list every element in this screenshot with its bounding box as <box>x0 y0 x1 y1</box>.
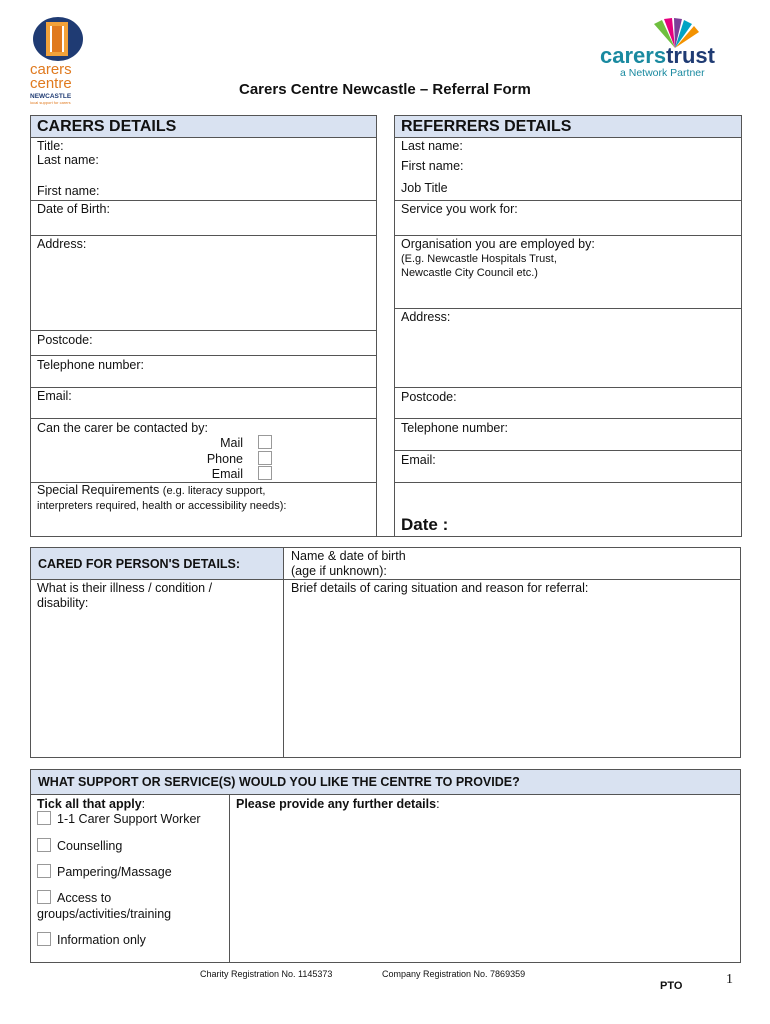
contact-option-mail: Mail <box>220 436 243 450</box>
caring-situation-field[interactable]: Brief details of caring situation and reason for referral: <box>291 581 589 595</box>
option-information-label: Information only <box>57 933 146 947</box>
carer-last-name-field[interactable]: Last name: <box>37 153 99 167</box>
special-requirements-label[interactable] <box>37 483 266 498</box>
carers-centre-emblem <box>32 16 84 62</box>
logo-line-carers: carers <box>30 61 72 78</box>
contact-option-phone: Phone <box>206 452 243 466</box>
page-number: 1 <box>726 972 733 987</box>
logo-line-centre: centre <box>30 75 72 92</box>
option-access-groups-label-line2: groups/activities/training <box>37 907 172 921</box>
contact-phone-checkbox[interactable] <box>258 451 272 465</box>
referrer-job-title-field[interactable]: Job Title <box>401 181 448 195</box>
special-requirements-title: Special Requirements <box>37 483 160 497</box>
carers-trust-name-part1: carers <box>600 43 667 68</box>
tick-all-label <box>37 797 145 812</box>
contact-option-email: Email <box>211 467 243 481</box>
pto-label: PTO <box>660 980 683 992</box>
option-1to1-checkbox[interactable] <box>37 811 51 825</box>
carer-title-field[interactable]: Title: <box>37 139 64 153</box>
option-access-groups-label: Access to <box>57 891 112 905</box>
carers-trust-logo <box>598 18 743 82</box>
date-field[interactable]: Date : <box>401 515 449 534</box>
further-details-label-text: Please provide any further details <box>236 797 437 811</box>
carers-trust-name-part2: trust <box>666 43 715 68</box>
logo-line-newcastle: NEWCASTLE <box>30 93 72 100</box>
option-pampering-label: Pampering/Massage <box>57 865 172 879</box>
carer-telephone-field[interactable]: Telephone number: <box>37 358 145 372</box>
carer-email-field[interactable]: Email: <box>37 389 72 403</box>
carers-details-heading: CARERS DETAILS <box>37 118 177 135</box>
referrers-details-heading: REFERRERS DETAILS <box>401 118 572 135</box>
further-details-colon: : <box>436 797 440 811</box>
cared-for-name-dob-field[interactable]: Name & date of birth <box>291 549 406 563</box>
page-title: Carers Centre Newcastle – Referral Form <box>239 81 531 98</box>
referrer-email-field[interactable]: Email: <box>401 453 436 467</box>
carers-centre-logo <box>30 16 90 106</box>
carer-dob-field[interactable]: Date of Birth: <box>37 202 110 216</box>
referrer-last-name-field[interactable]: Last name: <box>401 139 463 153</box>
referrer-address-field[interactable]: Address: <box>401 310 451 324</box>
special-requirements-note: (e.g. literacy support, <box>162 485 266 497</box>
referrer-postcode-field[interactable]: Postcode: <box>401 390 457 404</box>
referrer-service-field[interactable]: Service you work for: <box>401 202 518 216</box>
company-registration: Company Registration No. 7869359 <box>382 969 526 979</box>
referrer-organisation-example1: (E.g. Newcastle Hospitals Trust, <box>401 253 557 265</box>
carer-postcode-field[interactable]: Postcode: <box>37 333 93 347</box>
option-counselling-label: Counselling <box>57 839 123 853</box>
referrer-organisation-field[interactable]: Organisation you are employed by: <box>401 237 595 251</box>
carers-trust-name <box>600 44 715 68</box>
carers-trust-tag: a Network Partner <box>620 67 705 79</box>
referrer-organisation-example2: Newcastle City Council etc.) <box>401 267 538 279</box>
charity-registration: Charity Registration No. 1145373 <box>200 969 333 979</box>
tick-all-label-text: Tick all that apply <box>37 797 142 811</box>
special-requirements-note-line2: interpreters required, health or accessibility needs): <box>37 500 287 512</box>
support-heading: WHAT SUPPORT OR SERVICE(S) WOULD YOU LIKE THE CENTRE TO PROVIDE? <box>38 775 520 789</box>
carer-address-field[interactable]: Address: <box>37 237 87 251</box>
logo-tagline: local support for carers <box>30 100 71 105</box>
cared-for-heading: CARED FOR PERSON'S DETAILS: <box>38 557 241 571</box>
option-pampering-checkbox[interactable] <box>37 864 51 878</box>
referrer-first-name-field[interactable]: First name: <box>401 159 464 173</box>
cared-for-name-dob-note: (age if unknown): <box>291 564 387 578</box>
carer-contact-by-label: Can the carer be contacted by: <box>37 421 208 435</box>
contact-mail-checkbox[interactable] <box>258 435 272 449</box>
option-1to1-label: 1-1 Carer Support Worker <box>57 812 201 826</box>
carer-first-name-field[interactable]: First name: <box>37 184 100 198</box>
option-counselling-checkbox[interactable] <box>37 838 51 852</box>
tick-all-colon: : <box>141 797 146 811</box>
cared-for-illness-field[interactable]: What is their illness / condition / <box>37 581 213 595</box>
cared-for-illness-line2: disability: <box>37 596 89 610</box>
referrer-telephone-field[interactable]: Telephone number: <box>401 421 509 435</box>
contact-email-checkbox[interactable] <box>258 466 272 480</box>
option-access-groups-checkbox[interactable] <box>37 890 51 904</box>
option-information-checkbox[interactable] <box>37 932 51 946</box>
further-details-field[interactable] <box>236 797 440 812</box>
